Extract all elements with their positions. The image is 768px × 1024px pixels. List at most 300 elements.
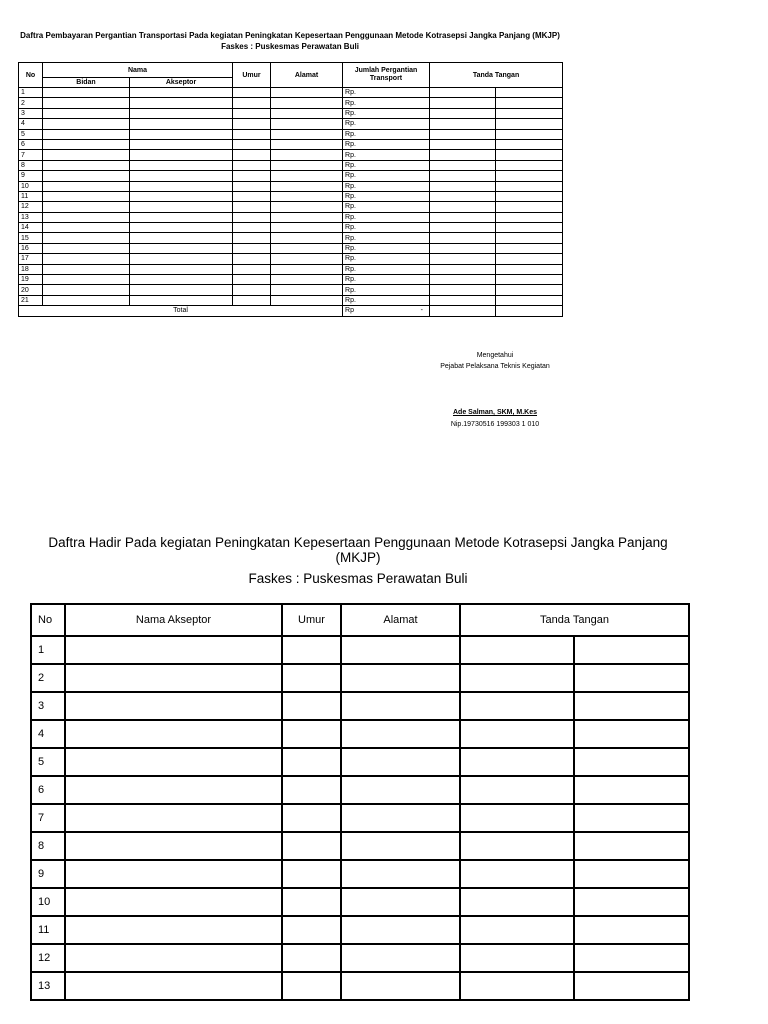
alamat-cell[interactable] <box>271 202 343 212</box>
nama-akseptor-cell[interactable] <box>65 860 282 888</box>
attendance-table <box>30 603 690 1001</box>
akseptor-cell[interactable] <box>130 181 233 191</box>
sign-cell-2[interactable] <box>496 98 563 108</box>
alamat-cell[interactable] <box>271 181 343 191</box>
akseptor-cell[interactable] <box>130 129 233 139</box>
form2-title-line1: Daftra Hadir Pada kegiatan Peningkatan Kepesertaan Penggunaan Metode Kotrasepsi Jangka Panjang <box>48 535 668 550</box>
table-row <box>19 243 563 253</box>
table-row <box>19 295 563 305</box>
row-no: 14 <box>19 223 43 233</box>
alamat-cell[interactable] <box>341 944 460 972</box>
sign-cell-1[interactable] <box>430 254 496 264</box>
akseptor-cell[interactable] <box>130 171 233 181</box>
row-no: 11 <box>19 191 43 201</box>
alamat-cell[interactable] <box>271 171 343 181</box>
payment-table-body <box>19 88 563 306</box>
header-alamat: Alamat <box>341 604 460 636</box>
sign-cell-1[interactable] <box>430 212 496 222</box>
nama-akseptor-cell[interactable] <box>65 776 282 804</box>
bidan-cell[interactable] <box>43 88 130 98</box>
alamat-cell[interactable] <box>271 275 343 285</box>
akseptor-cell[interactable] <box>130 119 233 129</box>
sign-cell-1[interactable] <box>430 181 496 191</box>
sign-cell-1[interactable] <box>430 243 496 253</box>
row-no: 8 <box>19 160 43 170</box>
signature-role: Pejabat Pelaksana Teknis Kegiatan <box>440 363 550 370</box>
sign-cell-2[interactable] <box>496 108 563 118</box>
table-row <box>19 264 563 274</box>
bidan-cell[interactable] <box>43 202 130 212</box>
alamat-cell[interactable] <box>271 88 343 98</box>
header-tanda-tangan: Tanda Tangan <box>430 63 563 88</box>
sign-cell-1[interactable] <box>460 972 574 1000</box>
sign-cell-1[interactable] <box>430 223 496 233</box>
table-row <box>31 636 689 664</box>
table-row <box>19 202 563 212</box>
sign-cell-2[interactable] <box>496 295 563 305</box>
table-row <box>19 108 563 118</box>
transport-amount-cell[interactable]: Rp. <box>343 88 430 98</box>
umur-cell[interactable] <box>233 223 271 233</box>
alamat-cell[interactable] <box>341 636 460 664</box>
sign-cell-2[interactable] <box>574 636 689 664</box>
row-no: 6 <box>31 776 65 804</box>
sign-cell-2[interactable] <box>496 150 563 160</box>
umur-cell[interactable] <box>233 191 271 201</box>
transport-amount-cell[interactable]: Rp. <box>343 150 430 160</box>
umur-cell[interactable] <box>233 181 271 191</box>
row-no: 21 <box>19 295 43 305</box>
sign-cell-1[interactable] <box>430 275 496 285</box>
signature-known: Mengetahui <box>476 352 514 359</box>
sign-cell-2[interactable] <box>496 202 563 212</box>
umur-cell[interactable] <box>282 776 341 804</box>
nama-akseptor-cell[interactable] <box>65 664 282 692</box>
umur-cell[interactable] <box>233 119 271 129</box>
sign-cell-2[interactable] <box>496 285 563 295</box>
table-row <box>19 223 563 233</box>
alamat-cell[interactable] <box>341 888 460 916</box>
bidan-cell[interactable] <box>43 233 130 243</box>
table-row <box>19 275 563 285</box>
umur-cell[interactable] <box>233 139 271 149</box>
umur-cell[interactable] <box>233 88 271 98</box>
umur-cell[interactable] <box>233 212 271 222</box>
form2-title-line3: Faskes : Puskesmas Perawatan Buli <box>248 571 468 586</box>
akseptor-cell[interactable] <box>130 139 233 149</box>
bidan-cell[interactable] <box>43 98 130 108</box>
akseptor-cell[interactable] <box>130 202 233 212</box>
row-no: 13 <box>31 972 65 1000</box>
sign-cell-2[interactable] <box>574 972 689 1000</box>
umur-cell[interactable] <box>233 150 271 160</box>
sign-cell-1[interactable] <box>460 720 574 748</box>
alamat-cell[interactable] <box>271 150 343 160</box>
alamat-cell[interactable] <box>341 832 460 860</box>
sign-cell-1[interactable] <box>460 916 574 944</box>
table-row <box>31 748 689 776</box>
nama-akseptor-cell[interactable] <box>65 692 282 720</box>
transport-amount-cell[interactable]: Rp. <box>343 243 430 253</box>
sign-cell-2[interactable] <box>574 720 689 748</box>
alamat-cell[interactable] <box>341 664 460 692</box>
bidan-cell[interactable] <box>43 108 130 118</box>
sign-cell-2[interactable] <box>496 171 563 181</box>
row-no: 9 <box>31 860 65 888</box>
transport-amount-cell[interactable]: Rp. <box>343 285 430 295</box>
sign-cell-1[interactable] <box>460 888 574 916</box>
sign-cell-2[interactable] <box>574 664 689 692</box>
sign-cell-2[interactable] <box>574 944 689 972</box>
header-alamat: Alamat <box>271 63 343 88</box>
akseptor-cell[interactable] <box>130 88 233 98</box>
sign-cell-1[interactable] <box>430 264 496 274</box>
sign-cell-1[interactable] <box>460 748 574 776</box>
nama-akseptor-cell[interactable] <box>65 832 282 860</box>
bidan-cell[interactable] <box>43 150 130 160</box>
sign-cell-2[interactable] <box>574 888 689 916</box>
table-row <box>31 944 689 972</box>
transport-amount-cell[interactable]: Rp. <box>343 202 430 212</box>
sign-cell-2[interactable] <box>496 212 563 222</box>
sign-cell-2[interactable] <box>496 191 563 201</box>
bidan-cell[interactable] <box>43 275 130 285</box>
sign-cell-2[interactable] <box>574 776 689 804</box>
total-rp: Rp <box>345 307 354 315</box>
table-row <box>31 804 689 832</box>
alamat-cell[interactable] <box>271 108 343 118</box>
row-no: 5 <box>19 129 43 139</box>
total-sign-cell[interactable] <box>496 306 563 316</box>
umur-cell[interactable] <box>282 972 341 1000</box>
bidan-cell[interactable] <box>43 254 130 264</box>
transport-amount-cell[interactable]: Rp. <box>343 119 430 129</box>
akseptor-cell[interactable] <box>130 223 233 233</box>
sign-cell-1[interactable] <box>430 108 496 118</box>
umur-cell[interactable] <box>282 888 341 916</box>
bidan-cell[interactable] <box>43 171 130 181</box>
row-no: 15 <box>19 233 43 243</box>
umur-cell[interactable] <box>233 243 271 253</box>
sign-cell-2[interactable] <box>574 860 689 888</box>
row-no: 17 <box>19 254 43 264</box>
transport-amount-cell[interactable]: Rp. <box>343 181 430 191</box>
umur-cell[interactable] <box>282 944 341 972</box>
header-tanda-tangan: Tanda Tangan <box>460 604 689 636</box>
row-no: 13 <box>19 212 43 222</box>
alamat-cell[interactable] <box>271 285 343 295</box>
akseptor-cell[interactable] <box>130 275 233 285</box>
nama-akseptor-cell[interactable] <box>65 888 282 916</box>
sign-cell-2[interactable] <box>574 916 689 944</box>
alamat-cell[interactable] <box>341 692 460 720</box>
nama-akseptor-cell[interactable] <box>65 804 282 832</box>
table-row <box>31 692 689 720</box>
total-value-cell[interactable] <box>343 306 430 316</box>
umur-cell[interactable] <box>282 664 341 692</box>
table-row <box>19 233 563 243</box>
table-row <box>31 916 689 944</box>
umur-cell[interactable] <box>233 285 271 295</box>
sign-cell-1[interactable] <box>430 191 496 201</box>
table-row <box>19 254 563 264</box>
table-row <box>31 720 689 748</box>
form1-title-line2: Faskes : Puskesmas Perawatan Buli <box>221 42 359 51</box>
akseptor-cell[interactable] <box>130 191 233 201</box>
umur-cell[interactable] <box>233 295 271 305</box>
umur-cell[interactable] <box>282 860 341 888</box>
sign-cell-1[interactable] <box>430 160 496 170</box>
bidan-cell[interactable] <box>43 285 130 295</box>
sign-cell-2[interactable] <box>574 804 689 832</box>
alamat-cell[interactable] <box>271 243 343 253</box>
transport-amount-cell[interactable]: Rp. <box>343 171 430 181</box>
table-row <box>31 972 689 1000</box>
umur-cell[interactable] <box>233 160 271 170</box>
akseptor-cell[interactable] <box>130 108 233 118</box>
table-row <box>31 776 689 804</box>
transport-amount-cell[interactable]: Rp. <box>343 129 430 139</box>
bidan-cell[interactable] <box>43 119 130 129</box>
alamat-cell[interactable] <box>341 916 460 944</box>
alamat-cell[interactable] <box>271 98 343 108</box>
sign-cell-1[interactable] <box>430 98 496 108</box>
table-row <box>19 285 563 295</box>
umur-cell[interactable] <box>233 129 271 139</box>
transport-amount-cell[interactable]: Rp. <box>343 108 430 118</box>
akseptor-cell[interactable] <box>130 150 233 160</box>
sign-cell-1[interactable] <box>430 129 496 139</box>
total-sign-cell[interactable] <box>430 306 496 316</box>
umur-cell[interactable] <box>282 804 341 832</box>
sign-cell-2[interactable] <box>496 264 563 274</box>
bidan-cell[interactable] <box>43 243 130 253</box>
total-label: Total <box>19 306 343 316</box>
attendance-table-body <box>31 636 689 1000</box>
nama-akseptor-cell[interactable] <box>65 748 282 776</box>
row-no: 16 <box>19 243 43 253</box>
transport-amount-cell[interactable]: Rp. <box>343 295 430 305</box>
sign-cell-1[interactable] <box>460 664 574 692</box>
sign-cell-2[interactable] <box>496 129 563 139</box>
nama-akseptor-cell[interactable] <box>65 636 282 664</box>
bidan-cell[interactable] <box>43 212 130 222</box>
sign-cell-1[interactable] <box>430 139 496 149</box>
umur-cell[interactable] <box>233 171 271 181</box>
table-row <box>19 191 563 201</box>
akseptor-cell[interactable] <box>130 254 233 264</box>
transport-amount-cell[interactable]: Rp. <box>343 223 430 233</box>
bidan-cell[interactable] <box>43 139 130 149</box>
header-umur: Umur <box>282 604 341 636</box>
sign-cell-2[interactable] <box>574 692 689 720</box>
row-no: 7 <box>19 150 43 160</box>
akseptor-cell[interactable] <box>130 285 233 295</box>
form2-title <box>30 535 686 586</box>
alamat-cell[interactable] <box>271 233 343 243</box>
header-no: No <box>31 604 65 636</box>
alamat-cell[interactable] <box>341 972 460 1000</box>
table-row <box>31 664 689 692</box>
sign-cell-2[interactable] <box>496 223 563 233</box>
alamat-cell[interactable] <box>271 223 343 233</box>
signature-name: Ade Salman, SKM, M.Kes <box>452 409 538 416</box>
alamat-cell[interactable] <box>341 748 460 776</box>
row-no: 9 <box>19 171 43 181</box>
header-jumlah-transport: Jumlah Pergantian Transport <box>343 63 430 88</box>
table-row <box>31 888 689 916</box>
transport-amount-cell[interactable]: Rp. <box>343 191 430 201</box>
alamat-cell[interactable] <box>341 860 460 888</box>
sign-cell-2[interactable] <box>496 139 563 149</box>
sign-cell-1[interactable] <box>460 776 574 804</box>
sign-cell-2[interactable] <box>496 119 563 129</box>
umur-cell[interactable] <box>233 275 271 285</box>
table-row <box>19 171 563 181</box>
umur-cell[interactable] <box>233 98 271 108</box>
transport-amount-cell[interactable]: Rp. <box>343 275 430 285</box>
row-no: 1 <box>31 636 65 664</box>
umur-cell[interactable] <box>282 636 341 664</box>
header-no: No <box>19 63 43 88</box>
transport-amount-cell[interactable]: Rp. <box>343 139 430 149</box>
sign-cell-2[interactable] <box>496 160 563 170</box>
row-no: 18 <box>19 264 43 274</box>
bidan-cell[interactable] <box>43 160 130 170</box>
row-no: 5 <box>31 748 65 776</box>
bidan-cell[interactable] <box>43 264 130 274</box>
row-no: 1 <box>19 88 43 98</box>
umur-cell[interactable] <box>282 692 341 720</box>
umur-cell[interactable] <box>282 832 341 860</box>
transport-amount-cell[interactable]: Rp. <box>343 160 430 170</box>
sign-cell-2[interactable] <box>574 832 689 860</box>
row-no: 7 <box>31 804 65 832</box>
sign-cell-1[interactable] <box>460 832 574 860</box>
sign-cell-2[interactable] <box>496 243 563 253</box>
sign-cell-1[interactable] <box>430 295 496 305</box>
alamat-cell[interactable] <box>271 264 343 274</box>
alamat-cell[interactable] <box>271 212 343 222</box>
umur-cell[interactable] <box>233 233 271 243</box>
alamat-cell[interactable] <box>271 139 343 149</box>
nama-akseptor-cell[interactable] <box>65 944 282 972</box>
transport-amount-cell[interactable]: Rp. <box>343 98 430 108</box>
sign-cell-2[interactable] <box>496 233 563 243</box>
table-row <box>19 88 563 98</box>
transport-amount-cell[interactable]: Rp. <box>343 233 430 243</box>
nama-akseptor-cell[interactable] <box>65 720 282 748</box>
alamat-cell[interactable] <box>271 129 343 139</box>
row-no: 10 <box>31 888 65 916</box>
form2-title-line2: (MKJP) <box>335 550 381 565</box>
sign-cell-1[interactable] <box>460 804 574 832</box>
sign-cell-2[interactable] <box>496 254 563 264</box>
table-row <box>19 212 563 222</box>
akseptor-cell[interactable] <box>130 160 233 170</box>
sign-cell-1[interactable] <box>460 692 574 720</box>
bidan-cell[interactable] <box>43 295 130 305</box>
sign-cell-2[interactable] <box>496 275 563 285</box>
alamat-cell[interactable] <box>341 804 460 832</box>
bidan-cell[interactable] <box>43 129 130 139</box>
header-bidan: Bidan <box>43 78 130 88</box>
alamat-cell[interactable] <box>341 720 460 748</box>
form1-title-line1: Daftra Pembayaran Pergantian Transportasi Pada kegiatan Peningkatan Kepesertaan Penggunaan Metode Kotrasepsi Jangka Panjang (MKJP) <box>20 31 560 40</box>
sign-cell-2[interactable] <box>574 748 689 776</box>
signature-nip: Nip.19730516 199303 1 010 <box>450 421 540 428</box>
akseptor-cell[interactable] <box>130 264 233 274</box>
header-umur: Umur <box>233 63 271 88</box>
bidan-cell[interactable] <box>43 191 130 201</box>
akseptor-cell[interactable] <box>130 212 233 222</box>
sign-cell-1[interactable] <box>430 285 496 295</box>
sign-cell-1[interactable] <box>460 636 574 664</box>
umur-cell[interactable] <box>233 254 271 264</box>
row-no: 4 <box>31 720 65 748</box>
sign-cell-1[interactable] <box>430 233 496 243</box>
row-no: 6 <box>19 139 43 149</box>
umur-cell[interactable] <box>282 748 341 776</box>
umur-cell[interactable] <box>233 108 271 118</box>
row-no: 4 <box>19 119 43 129</box>
row-no: 11 <box>31 916 65 944</box>
sign-cell-1[interactable] <box>430 171 496 181</box>
row-no: 3 <box>31 692 65 720</box>
form1-title <box>18 30 562 52</box>
payment-table <box>18 62 563 317</box>
header-akseptor: Akseptor <box>130 78 233 88</box>
row-no: 2 <box>19 98 43 108</box>
alamat-cell[interactable] <box>271 160 343 170</box>
sign-cell-1[interactable] <box>460 860 574 888</box>
transport-amount-cell[interactable]: Rp. <box>343 264 430 274</box>
alamat-cell[interactable] <box>271 191 343 201</box>
alamat-cell[interactable] <box>341 776 460 804</box>
alamat-cell[interactable] <box>271 295 343 305</box>
akseptor-cell[interactable] <box>130 295 233 305</box>
row-no: 12 <box>19 202 43 212</box>
sign-cell-1[interactable] <box>430 150 496 160</box>
row-no: 12 <box>31 944 65 972</box>
umur-cell[interactable] <box>233 202 271 212</box>
table-row <box>19 139 563 149</box>
transport-amount-cell[interactable]: Rp. <box>343 212 430 222</box>
sign-cell-2[interactable] <box>496 181 563 191</box>
alamat-cell[interactable] <box>271 254 343 264</box>
row-no: 19 <box>19 275 43 285</box>
umur-cell[interactable] <box>233 264 271 274</box>
alamat-cell[interactable] <box>271 119 343 129</box>
transport-amount-cell[interactable]: Rp. <box>343 254 430 264</box>
nama-akseptor-cell[interactable] <box>65 916 282 944</box>
sign-cell-2[interactable] <box>496 88 563 98</box>
akseptor-cell[interactable] <box>130 233 233 243</box>
sign-cell-1[interactable] <box>430 202 496 212</box>
sign-cell-1[interactable] <box>460 944 574 972</box>
bidan-cell[interactable] <box>43 181 130 191</box>
nama-akseptor-cell[interactable] <box>65 972 282 1000</box>
sign-cell-1[interactable] <box>430 88 496 98</box>
akseptor-cell[interactable] <box>130 243 233 253</box>
umur-cell[interactable] <box>282 916 341 944</box>
akseptor-cell[interactable] <box>130 98 233 108</box>
sign-cell-1[interactable] <box>430 119 496 129</box>
bidan-cell[interactable] <box>43 223 130 233</box>
header-nama-akseptor: Nama Akseptor <box>65 604 282 636</box>
row-no: 2 <box>31 664 65 692</box>
umur-cell[interactable] <box>282 720 341 748</box>
